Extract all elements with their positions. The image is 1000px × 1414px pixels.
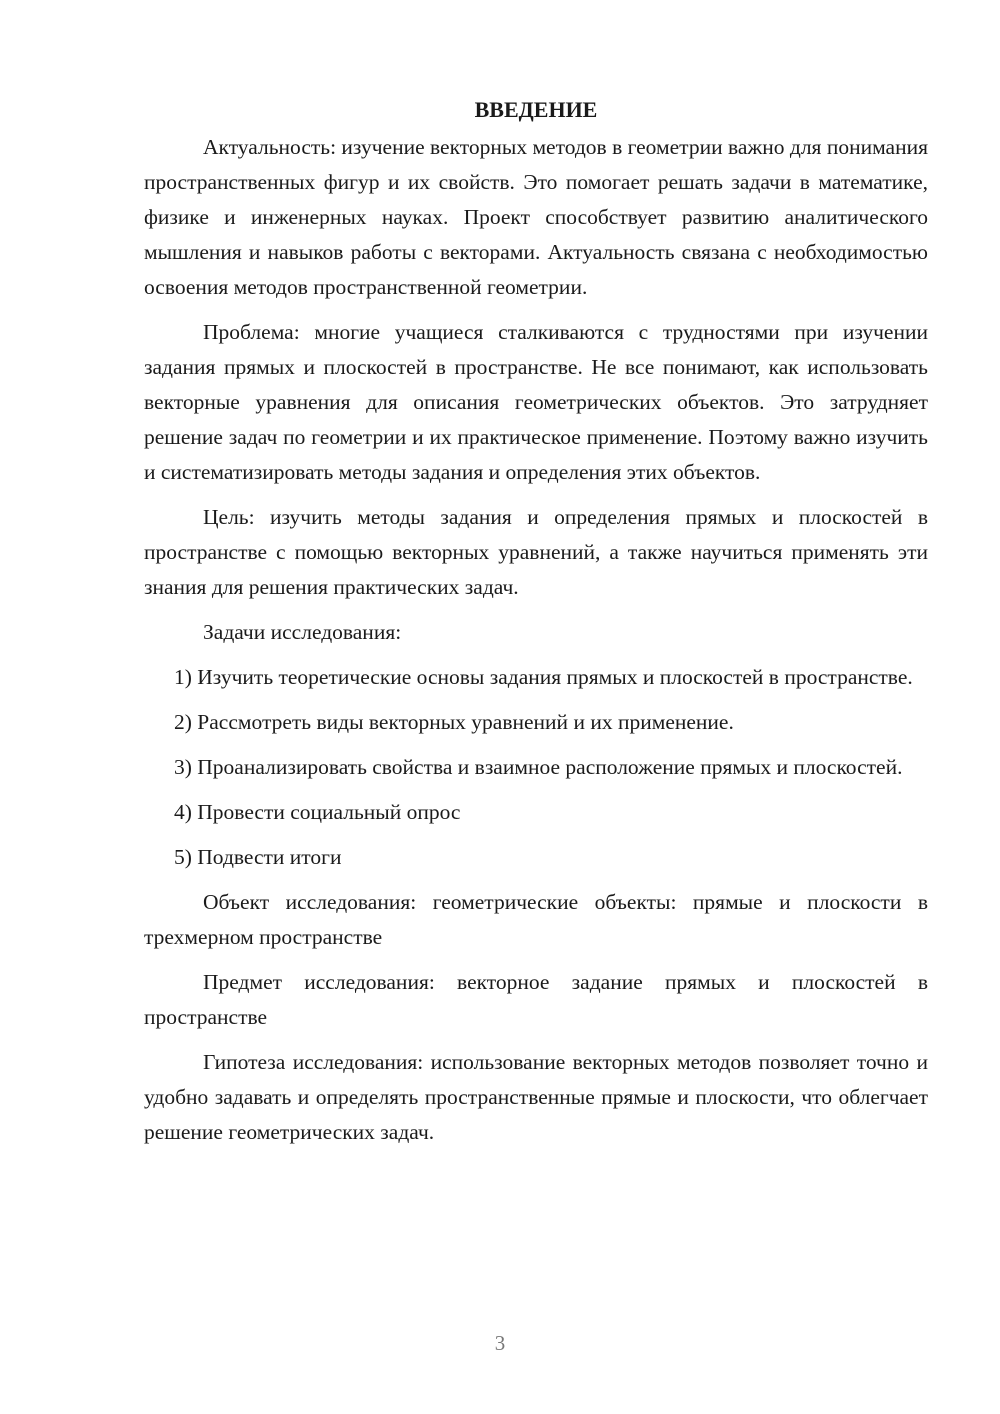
- list-item: 5) Подвести итоги: [174, 845, 342, 869]
- page-title: ВВЕДЕНИЕ: [474, 97, 598, 122]
- tasks-heading: Задачи исследования:: [203, 620, 402, 644]
- hypothesis-paragraph: Гипотеза исследования: использование векторных методов позволяет точно и удобно задавать и определять пространственные прямые и плоскости, что облегчает решение геометрических задач.: [144, 1050, 928, 1144]
- subject-paragraph: Предмет исследования: векторное задание прямых и плоскостей в пространстве: [144, 970, 928, 1029]
- goal-paragraph: Цель: изучить методы задания и определения прямых и плоскостей в пространстве с помощью векторных уравнений, а также научиться применять эти знания для решения практических задач.: [144, 505, 928, 599]
- document-page: [144, 92, 928, 1160]
- relevance-paragraph: Актуальность: изучение векторных методов в геометрии важно для понимания пространственных фигур и их свойств. Это помогает решать задачи в математике, физике и инженерных науках. Проект способствует развитию аналитического мышления и навыков работы с векторами. Актуальность связана с необходимостью освоения методов пространственной геометрии.: [144, 135, 928, 299]
- list-item: 1) Изучить теоретические основы задания прямых и плоскостей в пространстве.: [174, 665, 913, 689]
- problem-paragraph: Проблема: многие учащиеся сталкиваются с трудностями при изучении задания прямых и плоскостей в пространстве. Не все понимают, как использовать векторные уравнения для описания геометрических объектов. Это затрудняет решение задач по геометрии и их практическое применение. Поэтому важно изучить и систематизировать методы задания и определения этих объектов.: [144, 320, 928, 484]
- tasks-list: [144, 660, 928, 875]
- list-item: 4) Провести социальный опрос: [174, 800, 461, 824]
- list-item: 2) Рассмотреть виды векторных уравнений и их применение.: [174, 710, 734, 734]
- list-item: 3) Проанализировать свойства и взаимное расположение прямых и плоскостей.: [174, 755, 903, 779]
- object-paragraph: Объект исследования: геометрические объекты: прямые и плоскости в трехмерном пространстве: [144, 890, 928, 949]
- page-number: 3: [494, 1331, 506, 1355]
